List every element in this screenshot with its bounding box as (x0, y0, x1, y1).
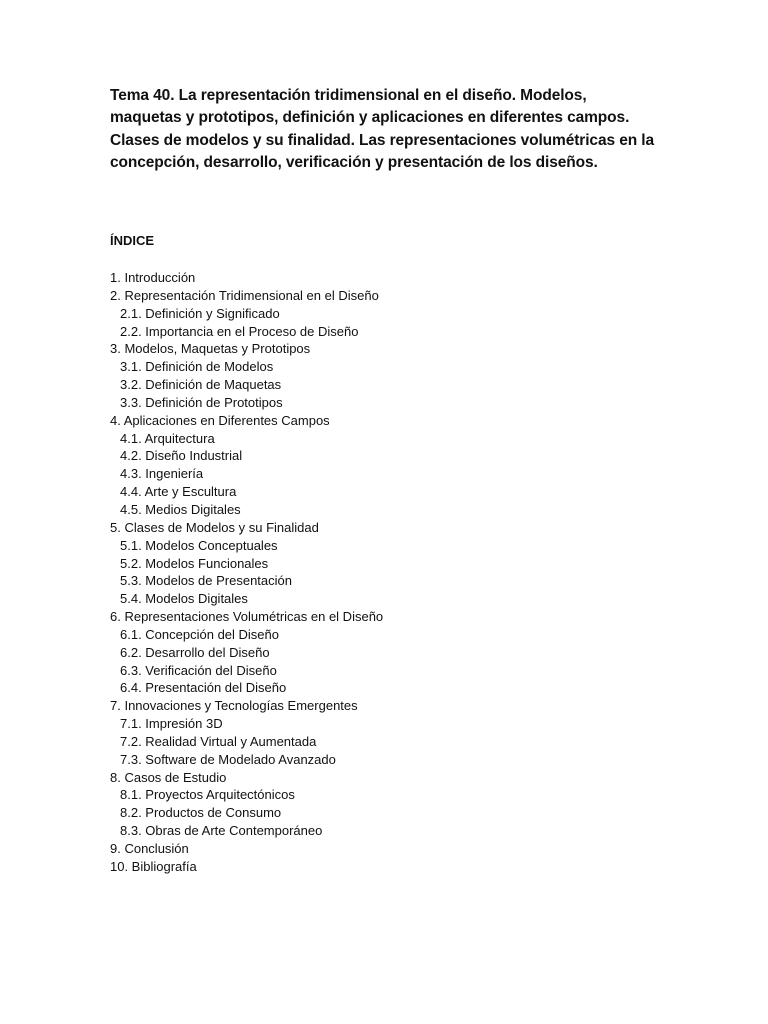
toc-section-item: 1. Introducción (110, 270, 196, 285)
toc-section-item: 4. Aplicaciones en Diferentes Campos (110, 412, 330, 428)
toc-section-item: 9. Conclusión (110, 841, 189, 856)
toc-subsection-item: 5.1. Modelos Conceptuales (120, 537, 278, 553)
toc-subsection-item: 5.4. Modelos Digitales (120, 591, 248, 607)
index-heading: ÍNDICE (110, 233, 155, 248)
toc-subsection-item: 7.2. Realidad Virtual y Aumentada (120, 733, 317, 749)
toc-section-item: 5. Clases de Modelos y su Finalidad (110, 519, 319, 535)
toc-subsection-item: 5.3. Modelos de Presentación (120, 573, 292, 589)
toc-subsection-item: 8.2. Productos de Consumo (120, 805, 282, 821)
table-of-contents (110, 269, 383, 876)
toc-subsection-item: 8.1. Proyectos Arquitectónicos (120, 787, 295, 803)
toc-section-item: 2. Representación Tridimensional en el Diseño (110, 287, 379, 303)
toc-subsection-item: 7.3. Software de Modelado Avanzado (120, 751, 336, 767)
toc-subsection-item: 4.3. Ingeniería (120, 466, 204, 482)
toc-subsection-item: 3.2. Definición de Maquetas (120, 377, 282, 393)
toc-subsection-item: 4.2. Diseño Industrial (120, 448, 243, 464)
document-title: Tema 40. La representación tridimensional en el diseño. Modelos, maquetas y prototipos, definición y aplicaciones en diferentes campos. Clases de modelos y su finalidad. Las representaciones volumétricas en la concepción, desarrollo, verificación y presentación de los diseños. (110, 87, 655, 171)
toc-subsection-item: 4.5. Medios Digitales (120, 501, 241, 517)
toc-subsection-item: 2.2. Importancia en el Proceso de Diseño (120, 323, 359, 339)
toc-subsection-item: 6.4. Presentación del Diseño (120, 680, 287, 696)
toc-subsection-item: 7.1. Impresión 3D (120, 716, 223, 732)
toc-subsection-item: 4.4. Arte y Escultura (120, 484, 237, 500)
toc-subsection-item: 5.2. Modelos Funcionales (120, 555, 269, 571)
toc-subsection-item: 6.1. Concepción del Diseño (120, 626, 279, 642)
toc-section-item: 3. Modelos, Maquetas y Prototipos (110, 341, 311, 357)
toc-subsection-item: 2.1. Definición y Significado (120, 305, 280, 321)
toc-subsection-item: 8.3. Obras de Arte Contemporáneo (120, 823, 323, 839)
toc-section-item: 10. Bibliografía (110, 858, 197, 874)
toc-subsection-item: 3.1. Definición de Modelos (120, 359, 274, 375)
toc-section-item: 6. Representaciones Volumétricas en el Diseño (110, 609, 384, 625)
toc-section-item: 7. Innovaciones y Tecnologías Emergentes (110, 698, 358, 714)
toc-subsection-item: 6.2. Desarrollo del Diseño (120, 644, 270, 660)
toc-section-item: 8. Casos de Estudio (110, 769, 227, 785)
toc-subsection-item: 3.3. Definición de Prototipos (120, 394, 283, 410)
toc-subsection-item: 4.1. Arquitectura (120, 430, 215, 446)
toc-subsection-item: 6.3. Verificación del Diseño (120, 662, 277, 678)
